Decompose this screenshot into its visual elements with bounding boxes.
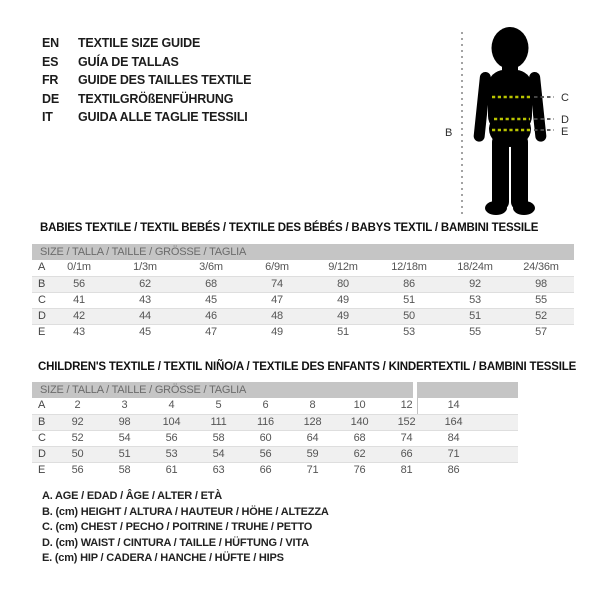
size-cell: 66: [259, 464, 272, 476]
row-label: C: [38, 432, 46, 444]
size-cell: 55: [535, 294, 547, 306]
size-cell: 80: [337, 278, 349, 290]
size-cell: 8: [309, 399, 316, 411]
size-cell: 47: [205, 326, 217, 338]
babies-size-table: [32, 244, 574, 340]
size-cell: 68: [205, 278, 217, 290]
size-cell: 3/6m: [199, 261, 223, 273]
size-cell: 49: [271, 326, 283, 338]
size-cell: 5: [215, 399, 222, 411]
language-code: EN: [42, 36, 59, 50]
size-cell: 98: [118, 416, 131, 428]
size-cell: 54: [212, 448, 225, 460]
size-cell: 56: [73, 278, 85, 290]
size-cell: 71: [306, 464, 319, 476]
size-cell: 68: [353, 432, 366, 444]
size-cell: 42: [73, 310, 85, 322]
size-cell: 53: [165, 448, 178, 460]
legend-line-c: C. (cm) CHEST / PECHO / POITRINE / TRUHE / PETTO: [42, 521, 313, 533]
size-cell: 24/36m: [523, 261, 559, 273]
size-cell: 111: [210, 416, 227, 428]
size-cell: 12/18m: [391, 261, 427, 273]
child-silhouette: [473, 27, 547, 215]
size-cell: 50: [403, 310, 415, 322]
size-cell: 50: [71, 448, 84, 460]
label-c: C: [561, 92, 569, 104]
size-cell: 45: [139, 326, 151, 338]
size-cell: 9/12m: [328, 261, 358, 273]
size-cell: 86: [403, 278, 415, 290]
table-row: [32, 446, 518, 462]
table-row: [32, 260, 574, 276]
size-cell: 62: [353, 448, 366, 460]
measurement-legend: [42, 489, 329, 567]
size-cell: 41: [73, 294, 85, 306]
legend-line-e: E. (cm) HIP / CADERA / HANCHE / HÜFTE / HIPS: [42, 552, 284, 564]
size-cell: 1/3m: [133, 261, 157, 273]
size-cell: 63: [212, 464, 225, 476]
size-cell: 6/9m: [265, 261, 289, 273]
size-cell: 51: [403, 294, 415, 306]
size-cell: 14: [447, 399, 460, 411]
size-cell: 52: [71, 432, 84, 444]
legend-line-b: B. (cm) HEIGHT / ALTURA / HAUTEUR / HÖHE / ALTEZZA: [42, 505, 329, 518]
size-cell: 56: [259, 448, 272, 460]
language-code: DE: [42, 91, 59, 106]
language-code: ES: [42, 54, 59, 69]
size-cell: 52: [535, 310, 547, 322]
language-label: GUIDA ALLE TAGLIE TESSILI: [78, 110, 248, 124]
row-label: D: [38, 448, 46, 460]
size-cell: 55: [469, 326, 481, 338]
size-cell: 18/24m: [457, 261, 493, 273]
size-cell: 3: [121, 399, 128, 411]
size-cell: 51: [118, 448, 131, 460]
table-row: [32, 414, 518, 430]
size-cell: 64: [306, 432, 319, 444]
size-cell: 60: [259, 432, 272, 444]
size-cell: 164: [444, 416, 463, 428]
size-cell: 116: [257, 416, 274, 428]
header-band-seam: [413, 382, 417, 398]
language-label: GUÍA DE TALLAS: [78, 54, 179, 69]
size-cell: 49: [337, 294, 349, 306]
label-e: E: [561, 126, 569, 138]
measurement-figure: [430, 10, 600, 230]
size-cell: 44: [139, 310, 151, 322]
size-cell: 56: [71, 464, 84, 476]
size-cell: 128: [303, 416, 322, 428]
size-cell: 53: [403, 326, 415, 338]
row-label: E: [38, 464, 46, 476]
row-label: B: [38, 416, 46, 428]
size-cell: 104: [162, 416, 181, 428]
size-cell: 59: [306, 448, 319, 460]
language-row: [42, 53, 251, 72]
children-table-title: CHILDREN'S TEXTILE / TEXTIL NIÑO/A / TEXTILE DES ENFANTS / KINDERTEXTIL / BAMBINI TESSILE: [38, 361, 577, 373]
size-cell: 10: [353, 399, 366, 411]
table-row: [32, 398, 518, 414]
table-row: [32, 430, 518, 446]
size-cell: 76: [353, 464, 366, 476]
size-cell: 49: [337, 310, 349, 322]
size-cell: 47: [271, 294, 283, 306]
language-code: IT: [42, 110, 53, 124]
size-cell: 84: [447, 432, 460, 444]
children-table-rows: [32, 398, 518, 478]
size-cell: 98: [535, 278, 547, 290]
size-cell: 57: [535, 326, 547, 338]
size-cell: 48: [271, 310, 283, 322]
row-label: A: [38, 399, 46, 411]
language-row: [42, 108, 251, 127]
children-size-table: [32, 382, 518, 478]
size-cell: 152: [397, 416, 416, 428]
language-row: [42, 71, 251, 90]
size-cell: 92: [71, 416, 84, 428]
label-d: D: [561, 114, 569, 126]
size-cell: 74: [400, 432, 413, 444]
child-silhouette-diagram: [430, 10, 600, 230]
size-cell: 71: [447, 448, 460, 460]
size-cell: 61: [165, 464, 178, 476]
size-cell: 74: [271, 278, 283, 290]
size-cell: 58: [212, 432, 225, 444]
size-cell: 51: [337, 326, 349, 338]
size-cell: 4: [168, 399, 175, 411]
table-row: [32, 276, 574, 292]
legend-line-d: D. (cm) WAIST / CINTURA / TAILLE / HÜFTUNG / VITA: [42, 536, 309, 549]
size-cell: 86: [447, 464, 460, 476]
size-cell: 58: [118, 464, 131, 476]
size-table-header: SIZE / TALLA / TAILLE / GRÖSSE / TAGLIA: [32, 382, 518, 398]
row-label: E: [38, 326, 46, 338]
table-row: [32, 308, 574, 324]
size-cell: 81: [400, 464, 413, 476]
size-cell: 43: [73, 326, 85, 338]
row-label: B: [38, 278, 46, 290]
language-row: [42, 90, 251, 109]
size-cell: 66: [400, 448, 413, 460]
size-cell: 46: [205, 310, 217, 322]
size-table-header: SIZE / TALLA / TAILLE / GRÖSSE / TAGLIA: [32, 244, 574, 260]
size-cell: 43: [139, 294, 151, 306]
size-cell: 45: [205, 294, 217, 306]
size-cell: 53: [469, 294, 481, 306]
table-row: [32, 292, 574, 308]
language-row: [42, 34, 251, 53]
size-cell: 56: [165, 432, 178, 444]
table-row: [32, 324, 574, 340]
babies-table-rows: [32, 260, 574, 340]
size-cell: 12: [400, 399, 413, 411]
size-cell: 2: [74, 399, 81, 411]
size-cell: 140: [350, 416, 369, 428]
size-cell: 62: [139, 278, 151, 290]
size-cell: 92: [469, 278, 481, 290]
label-b: B: [445, 127, 453, 139]
language-label: GUIDE DES TAILLES TEXTILE: [78, 73, 252, 87]
size12-cell-divider: [417, 398, 418, 414]
language-code: FR: [42, 73, 59, 87]
row-label: C: [38, 294, 46, 306]
babies-table-title: BABIES TEXTILE / TEXTIL BEBÉS / TEXTILE DES BÉBÉS / BABYS TEXTIL / BAMBINI TESSILE: [40, 222, 539, 234]
language-label: TEXTILE SIZE GUIDE: [78, 36, 201, 50]
size-cell: 0/1m: [67, 261, 91, 273]
size-cell: 54: [118, 432, 131, 444]
table-row: [32, 462, 518, 478]
size-cell: 51: [469, 310, 481, 322]
language-label: TEXTILGRÖßENFÜHRUNG: [78, 91, 234, 106]
legend-line-a: A. AGE / EDAD / ÂGE / ALTER / ETÀ: [42, 490, 223, 502]
row-label: A: [38, 261, 46, 273]
language-list: [42, 34, 251, 127]
row-label: D: [38, 310, 46, 322]
size-cell: 6: [262, 399, 269, 411]
